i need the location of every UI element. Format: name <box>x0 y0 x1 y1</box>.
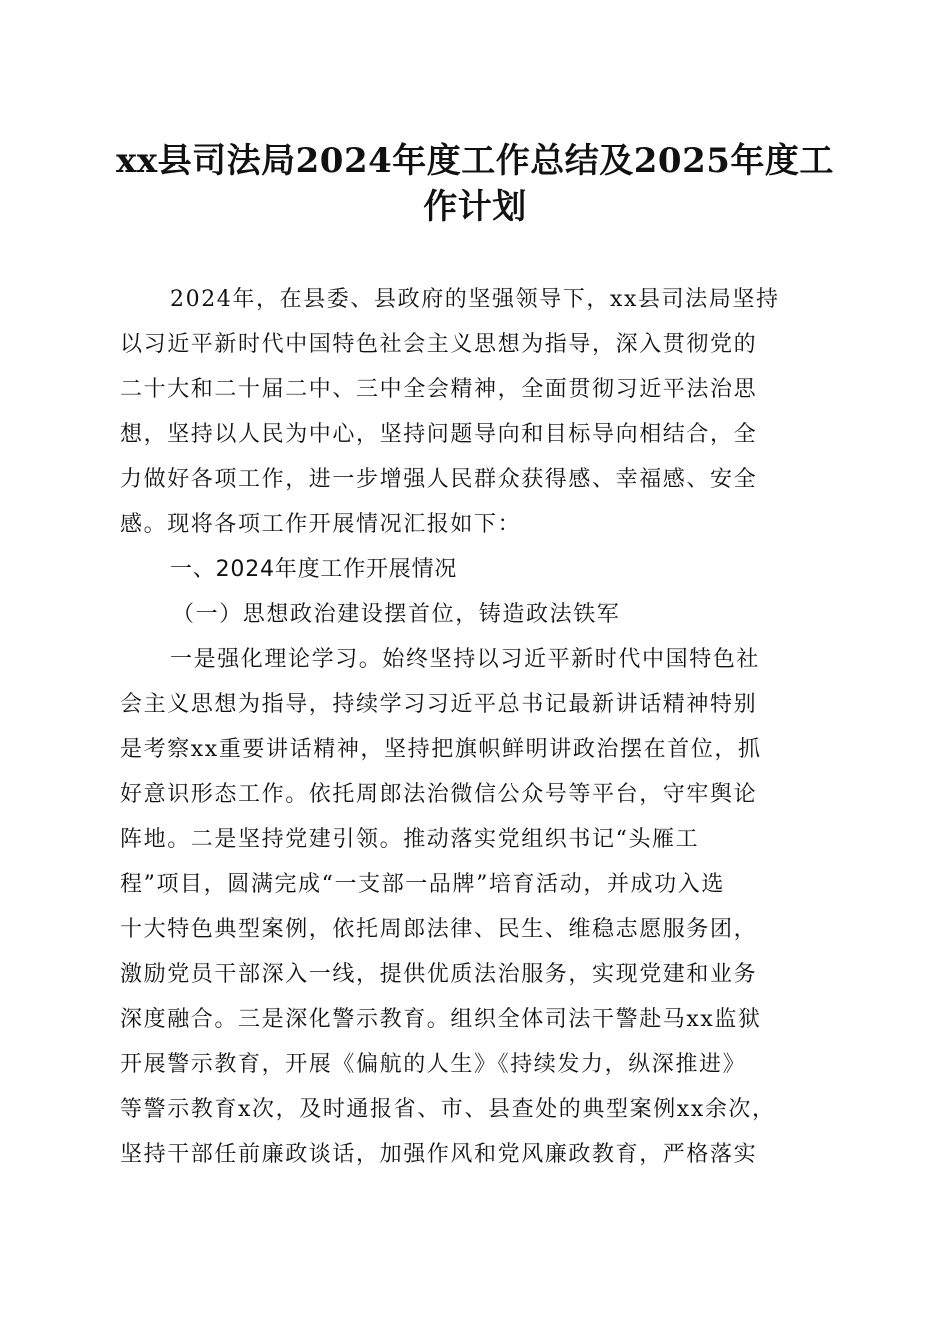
title-line: xx县司法局2024年度工作总结及2025年度工 <box>116 141 834 181</box>
document-title <box>110 138 840 230</box>
intro-line: 力做好各项工作，进一步增强人民群众获得感、幸福感、安全 <box>120 467 758 492</box>
section-line: 是考察xx重要讲话精神，坚持把旗帜鲜明讲政治摆在首位，抓 <box>120 737 762 762</box>
section-line: 开展警示教育，开展《偏航的人生》《持续发力，纵深推进》 <box>120 1052 747 1077</box>
intro-line: 想，坚持以人民为中心，坚持问题导向和目标导向相结合，全 <box>120 422 758 447</box>
section-line: 十大特色典型案例，依托周郎法律、民生、维稳志愿服务团， <box>120 917 758 942</box>
section-line: 阵地。二是坚持党建引领。推动落实党组织书记“头雁工 <box>120 827 700 852</box>
section-heading: 一、2024年度工作开展情况 <box>170 557 458 582</box>
section-line: 激励党员干部深入一线，提供优质法治服务，实现党建和业务 <box>120 962 758 987</box>
subsection-heading: （一）思想政治建设摆首位，铸造政法铁军 <box>172 602 621 627</box>
section-line: 一是强化理论学习。始终坚持以习近平新时代中国特色社 <box>170 647 761 672</box>
section-line: 会主义思想为指导，持续学习习近平总书记最新讲话精神特别 <box>120 692 758 717</box>
document-body <box>120 277 832 1177</box>
section-line: 深度融合。三是深化警示教育。组织全体司法干警赴马xx监狱 <box>120 1007 762 1032</box>
section-line: 程”项目，圆满完成“一支部一品牌”培育活动，并成功入选 <box>120 872 725 897</box>
section-line: 坚持干部任前廉政谈话，加强作风和党风廉政教育，严格落实 <box>120 1142 758 1167</box>
intro-line: 以习近平新时代中国特色社会主义思想为指导，深入贯彻党的 <box>120 332 758 357</box>
intro-line: 感。现将各项工作开展情况汇报如下： <box>120 512 522 537</box>
intro-line: 二十大和二十届二中、三中全会精神，全面贯彻习近平法治思 <box>120 377 758 402</box>
section-line: 好意识形态工作。依托周郎法治微信公众号等平台，守牢舆论 <box>120 782 758 807</box>
section-line: 等警示教育x次，及时通报省、市、县查处的典型案例xx余次， <box>120 1097 776 1122</box>
title-line: 作计划 <box>423 187 527 227</box>
intro-line: 2024年，在县委、县政府的坚强领导下，xx县司法局坚持 <box>170 287 780 312</box>
